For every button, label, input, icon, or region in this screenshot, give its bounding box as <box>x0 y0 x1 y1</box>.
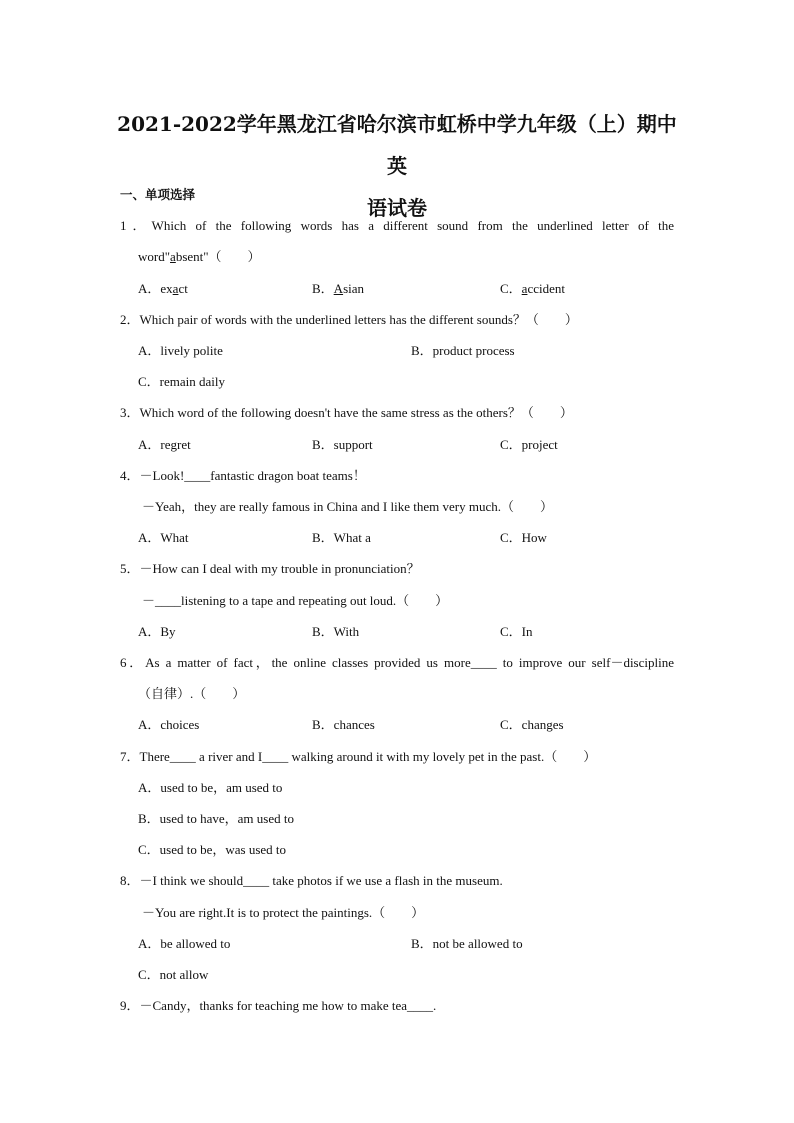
question-8-line2: －You are right.It is to protect the paintings.（ ） <box>142 905 425 920</box>
q8-option-b[interactable]: B．not be allowed to <box>411 936 523 951</box>
question-1-line2 <box>138 248 261 266</box>
q7-option-c[interactable]: C．used to be，was used to <box>138 842 287 857</box>
q1-text-post: bsent"（ ） <box>175 249 261 264</box>
q1-c-pre: C． <box>500 281 522 296</box>
q1-option-b[interactable] <box>312 280 364 298</box>
q3-option-b[interactable]: B．support <box>312 437 373 452</box>
q1-a-post: ct <box>178 281 188 296</box>
q1-option-a[interactable] <box>138 280 188 298</box>
question-5-line2: －____listening to a tape and repeating out loud.（ ） <box>142 593 449 608</box>
q4-option-a[interactable]: A．What <box>138 530 189 545</box>
question-9: 9．－Candy，thanks for teaching me how to make tea____. <box>120 998 437 1013</box>
q1-b-pre: B． <box>312 281 334 296</box>
q1-underlined-letter: a <box>170 249 176 264</box>
q7-option-a[interactable]: A．used to be，am used to <box>138 780 283 795</box>
question-2: 2．Which pair of words with the underlined letters has the different sounds？（ ） <box>120 312 578 327</box>
q6-option-c[interactable]: C．changes <box>500 717 564 732</box>
section-heading: 一、单项选择 <box>120 187 196 202</box>
question-5-line1: 5．－How can I deal with my trouble in pronunciation？ <box>120 561 420 576</box>
q1-b-underlined: A <box>333 281 344 296</box>
q7-option-b[interactable]: B．used to have，am used to <box>138 811 294 826</box>
q5-option-a[interactable]: A．By <box>138 624 176 639</box>
exam-title <box>110 103 684 229</box>
q1-a-pre: A．ex <box>138 281 173 296</box>
q1-c-underlined: a <box>521 281 528 296</box>
question-7: 7．There____ a river and I____ walking around it with my lovely pet in the past.（ ） <box>120 749 597 764</box>
q4-option-b[interactable]: B．What a <box>312 530 371 545</box>
q4-option-c[interactable]: C．How <box>500 530 547 545</box>
q1-b-post: sian <box>343 281 365 296</box>
q6-option-b[interactable]: B．chances <box>312 717 375 732</box>
question-6-line2: （自律）.（ ） <box>138 686 246 701</box>
question-6-line1: 6．As a matter of fact，the online classes provided us more____ to improve our self－discipline <box>120 655 674 670</box>
question-4-line1: 4．－Look!____fantastic dragon boat teams！ <box>120 468 366 483</box>
question-4-line2: －Yeah，they are really famous in China and I like them very much.（ ） <box>142 499 553 514</box>
question-8-line1: 8．－I think we should____ take photos if we use a flash in the museum. <box>120 873 503 888</box>
q2-option-c[interactable]: C．remain daily <box>138 374 226 389</box>
exam-title-line1: 2021-2022学年黑龙江省哈尔滨市虹桥中学九年级（上）期中英 <box>117 112 677 178</box>
q8-option-c[interactable]: C．not allow <box>138 967 209 982</box>
q3-option-c[interactable]: C．project <box>500 437 558 452</box>
q2-option-b[interactable]: B．product process <box>411 343 515 358</box>
q2-option-a[interactable]: A．lively polite <box>138 343 223 358</box>
q8-option-a[interactable]: A．be allowed to <box>138 936 231 951</box>
q1-c-post: ccident <box>527 281 565 296</box>
q5-option-c[interactable]: C．In <box>500 624 533 639</box>
exam-title-line2: 语试卷 <box>367 196 427 220</box>
question-1-line1: 1．Which of the following words has a different sound from the underlined letter of the <box>120 218 674 233</box>
q1-option-c[interactable] <box>500 280 565 298</box>
question-3: 3．Which word of the following doesn't have the same stress as the others？（ ） <box>120 405 573 420</box>
q6-option-a[interactable]: A．choices <box>138 717 200 732</box>
q1-text-pre: word" <box>138 249 171 264</box>
q1-a-underlined: a <box>172 281 179 296</box>
q5-option-b[interactable]: B．With <box>312 624 360 639</box>
q3-option-a[interactable]: A．regret <box>138 437 191 452</box>
